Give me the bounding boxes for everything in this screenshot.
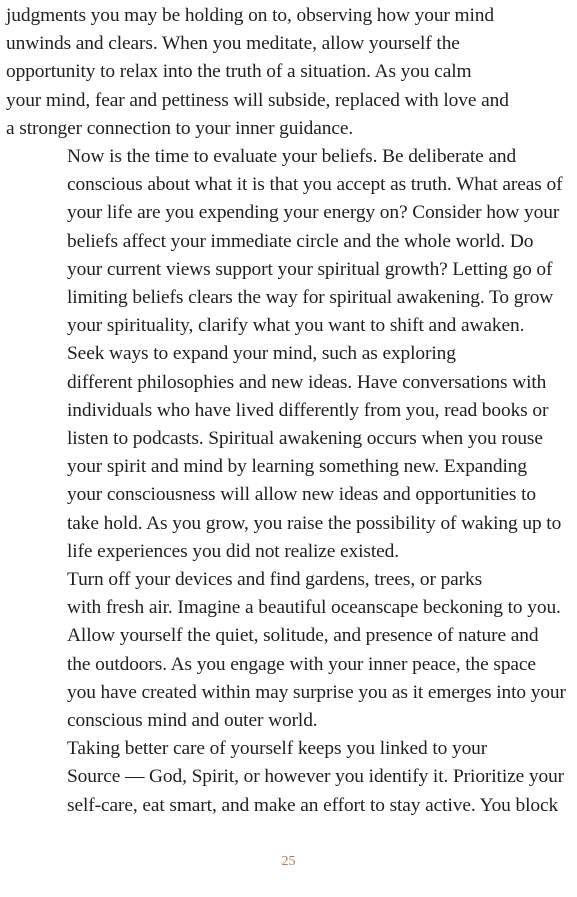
text-line: your consciousness will allow new ideas and opportunities to — [67, 484, 536, 506]
text-line: you have created within may surprise you as it emerges into your — [67, 681, 566, 703]
paragraph — [6, 735, 572, 820]
text-line: different philosophies and new ideas. Have conversations with — [67, 371, 547, 393]
text-line: self-care, eat smart, and make an effort to stay active. You block — [67, 794, 559, 816]
text-line: Turn off your devices and find gardens, trees, or parks — [67, 569, 483, 591]
body-text — [6, 2, 572, 820]
paragraph — [6, 340, 572, 566]
text-line: opportunity to relax into the truth of a situation. As you calm — [6, 61, 472, 83]
text-line: your spirituality, clarify what you want to shift and awaken. — [67, 315, 525, 337]
text-line: unwinds and clears. When you meditate, allow yourself the — [6, 33, 460, 55]
text-line: conscious about what it is that you accept as truth. What areas of — [67, 174, 563, 196]
paragraph — [6, 566, 572, 735]
text-line: your current views support your spiritual growth? Letting go of — [67, 258, 553, 280]
text-line: Now is the time to evaluate your beliefs. Be deliberate and — [67, 146, 517, 168]
text-line: individuals who have lived differently from you, read books or — [67, 399, 549, 421]
text-line: judgments you may be holding on to, observing how your mind — [6, 5, 494, 26]
text-line: with fresh air. Imagine a beautiful oceanscape beckoning to you. — [67, 597, 561, 619]
page-number: 25 — [281, 854, 296, 869]
paragraph — [6, 143, 572, 340]
paragraph — [6, 2, 572, 143]
text-line: conscious mind and outer world. — [67, 710, 318, 732]
text-line: beliefs affect your immediate circle and the whole world. Do — [67, 230, 534, 252]
text-line: limiting beliefs clears the way for spiritual awakening. To grow — [67, 287, 554, 309]
text-line: Allow yourself the quiet, solitude, and presence of nature and — [67, 625, 539, 647]
text-line: listen to podcasts. Spiritual awakening occurs when you rouse — [67, 428, 543, 450]
text-line: your mind, fear and pettiness will subside, replaced with love and — [6, 89, 509, 111]
text-line: your life are you expending your energy on? Consider how your — [67, 202, 560, 224]
text-line: Source — God, Spirit, or however you identify it. Prioritize your — [67, 766, 565, 788]
text-line: take hold. As you grow, you raise the possibility of waking up to — [67, 512, 562, 534]
text-line: life experiences you did not realize existed. — [67, 540, 400, 562]
text-line: a stronger connection to your inner guidance. — [6, 117, 354, 139]
text-line: your spirit and mind by learning something new. Expanding — [67, 456, 527, 478]
text-line: Seek ways to expand your mind, such as exploring — [67, 343, 456, 365]
text-line: the outdoors. As you engage with your inner peace, the space — [67, 653, 536, 675]
text-line: Taking better care of yourself keeps you linked to your — [67, 738, 488, 760]
